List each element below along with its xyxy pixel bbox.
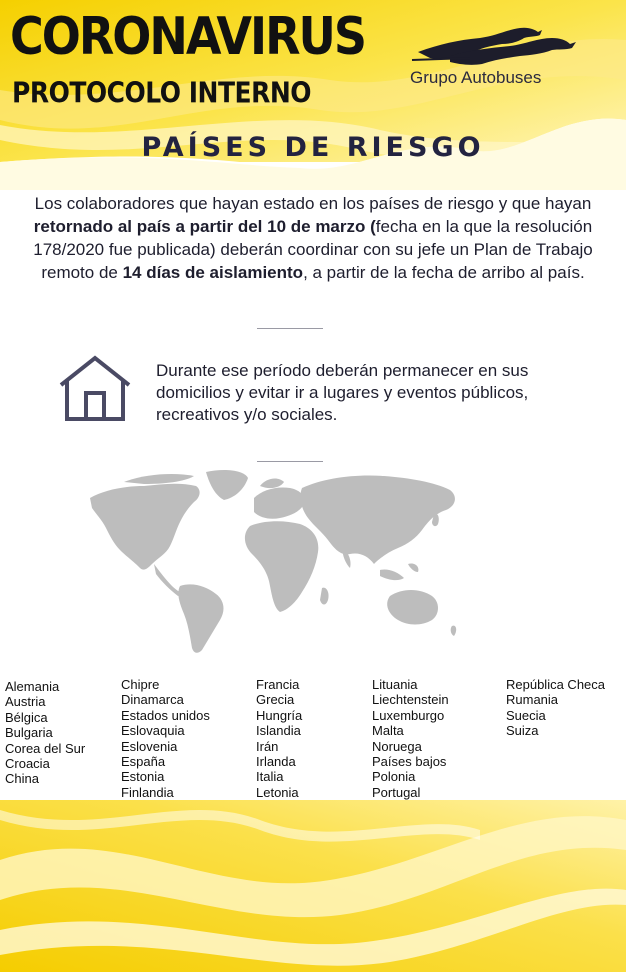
intro-bold-2: 14 días de aislamiento (122, 263, 304, 282)
country-item: Letonia (256, 784, 299, 800)
country-item: Chipre (121, 677, 160, 692)
country-item: Hungría (256, 707, 303, 723)
country-item: Croacia (5, 756, 50, 772)
intro-text-2: fecha en la que la resolución 178/2020 fue publicada) deberán coordinar con su jefe un Plan de Trabajo remoto de (33, 217, 593, 282)
country-item: Corea del Sur (5, 740, 86, 756)
country-column-3 (256, 677, 302, 800)
country-column-4 (372, 677, 449, 800)
section-heading: PAÍSES DE RIESGO (141, 132, 485, 163)
country-item: Austria (5, 694, 46, 710)
country-item: Eslovaquia (121, 723, 185, 739)
divider (257, 328, 323, 329)
country-item: Rumania (506, 692, 559, 708)
period-text: Durante ese período deberán permanecer en sus domicilios y evitar ir a lugares y eventos públicos, recreativos y/o sociales. (156, 361, 529, 424)
country-item: Italia (256, 769, 284, 785)
country-column-2 (121, 677, 210, 800)
intro-text-3: , a partir de la fecha de arribo al país. (303, 263, 585, 282)
country-item: Noruega (372, 738, 422, 754)
country-item: Malta (372, 723, 404, 739)
country-item: Irlanda (256, 754, 296, 770)
intro-paragraph (20, 192, 606, 284)
country-item: Luxemburgo (372, 707, 445, 723)
intro-bold-1: retornado al país a partir del 10 de marzo ( (33, 217, 376, 236)
country-column-1 (5, 679, 85, 787)
country-item: Liechtenstein (372, 692, 449, 708)
country-item: Eslovenia (121, 738, 178, 754)
country-item: Portugal (372, 784, 421, 800)
country-item: Islandia (256, 723, 301, 739)
country-item: China (5, 771, 39, 787)
country-item: Bélgica (5, 709, 48, 725)
house-icon (58, 355, 132, 423)
country-item: Dinamarca (121, 692, 184, 708)
country-item: Estados unidos (121, 707, 210, 723)
main-title: CORONAVIRUS (10, 6, 365, 67)
country-item: Suiza (506, 723, 539, 739)
country-item: Alemania (5, 679, 60, 694)
country-item: España (121, 754, 166, 770)
country-item: Polonia (372, 769, 416, 785)
country-item: Finlandia (121, 784, 174, 800)
country-item: Países bajos (372, 754, 447, 770)
country-column-5 (506, 677, 605, 739)
country-item: Grecia (256, 692, 295, 708)
logo-text: Grupo Autobuses (410, 68, 542, 87)
country-item: Francia (256, 677, 300, 692)
world-map (84, 468, 474, 656)
country-item: Bulgaria (5, 725, 53, 741)
country-item: Irán (256, 738, 279, 754)
country-item: Suecia (506, 707, 546, 723)
intro-text-1: Los colaboradores que hayan estado en los países de riesgo y que hayan (34, 194, 592, 213)
greyhound-icon (410, 22, 580, 66)
country-item: República Checa (506, 677, 606, 692)
company-logo (398, 22, 578, 94)
country-item: Estonia (121, 769, 165, 785)
divider (257, 461, 323, 462)
subtitle: PROTOCOLO INTERNO (12, 76, 312, 110)
country-item: Lituania (372, 677, 418, 692)
